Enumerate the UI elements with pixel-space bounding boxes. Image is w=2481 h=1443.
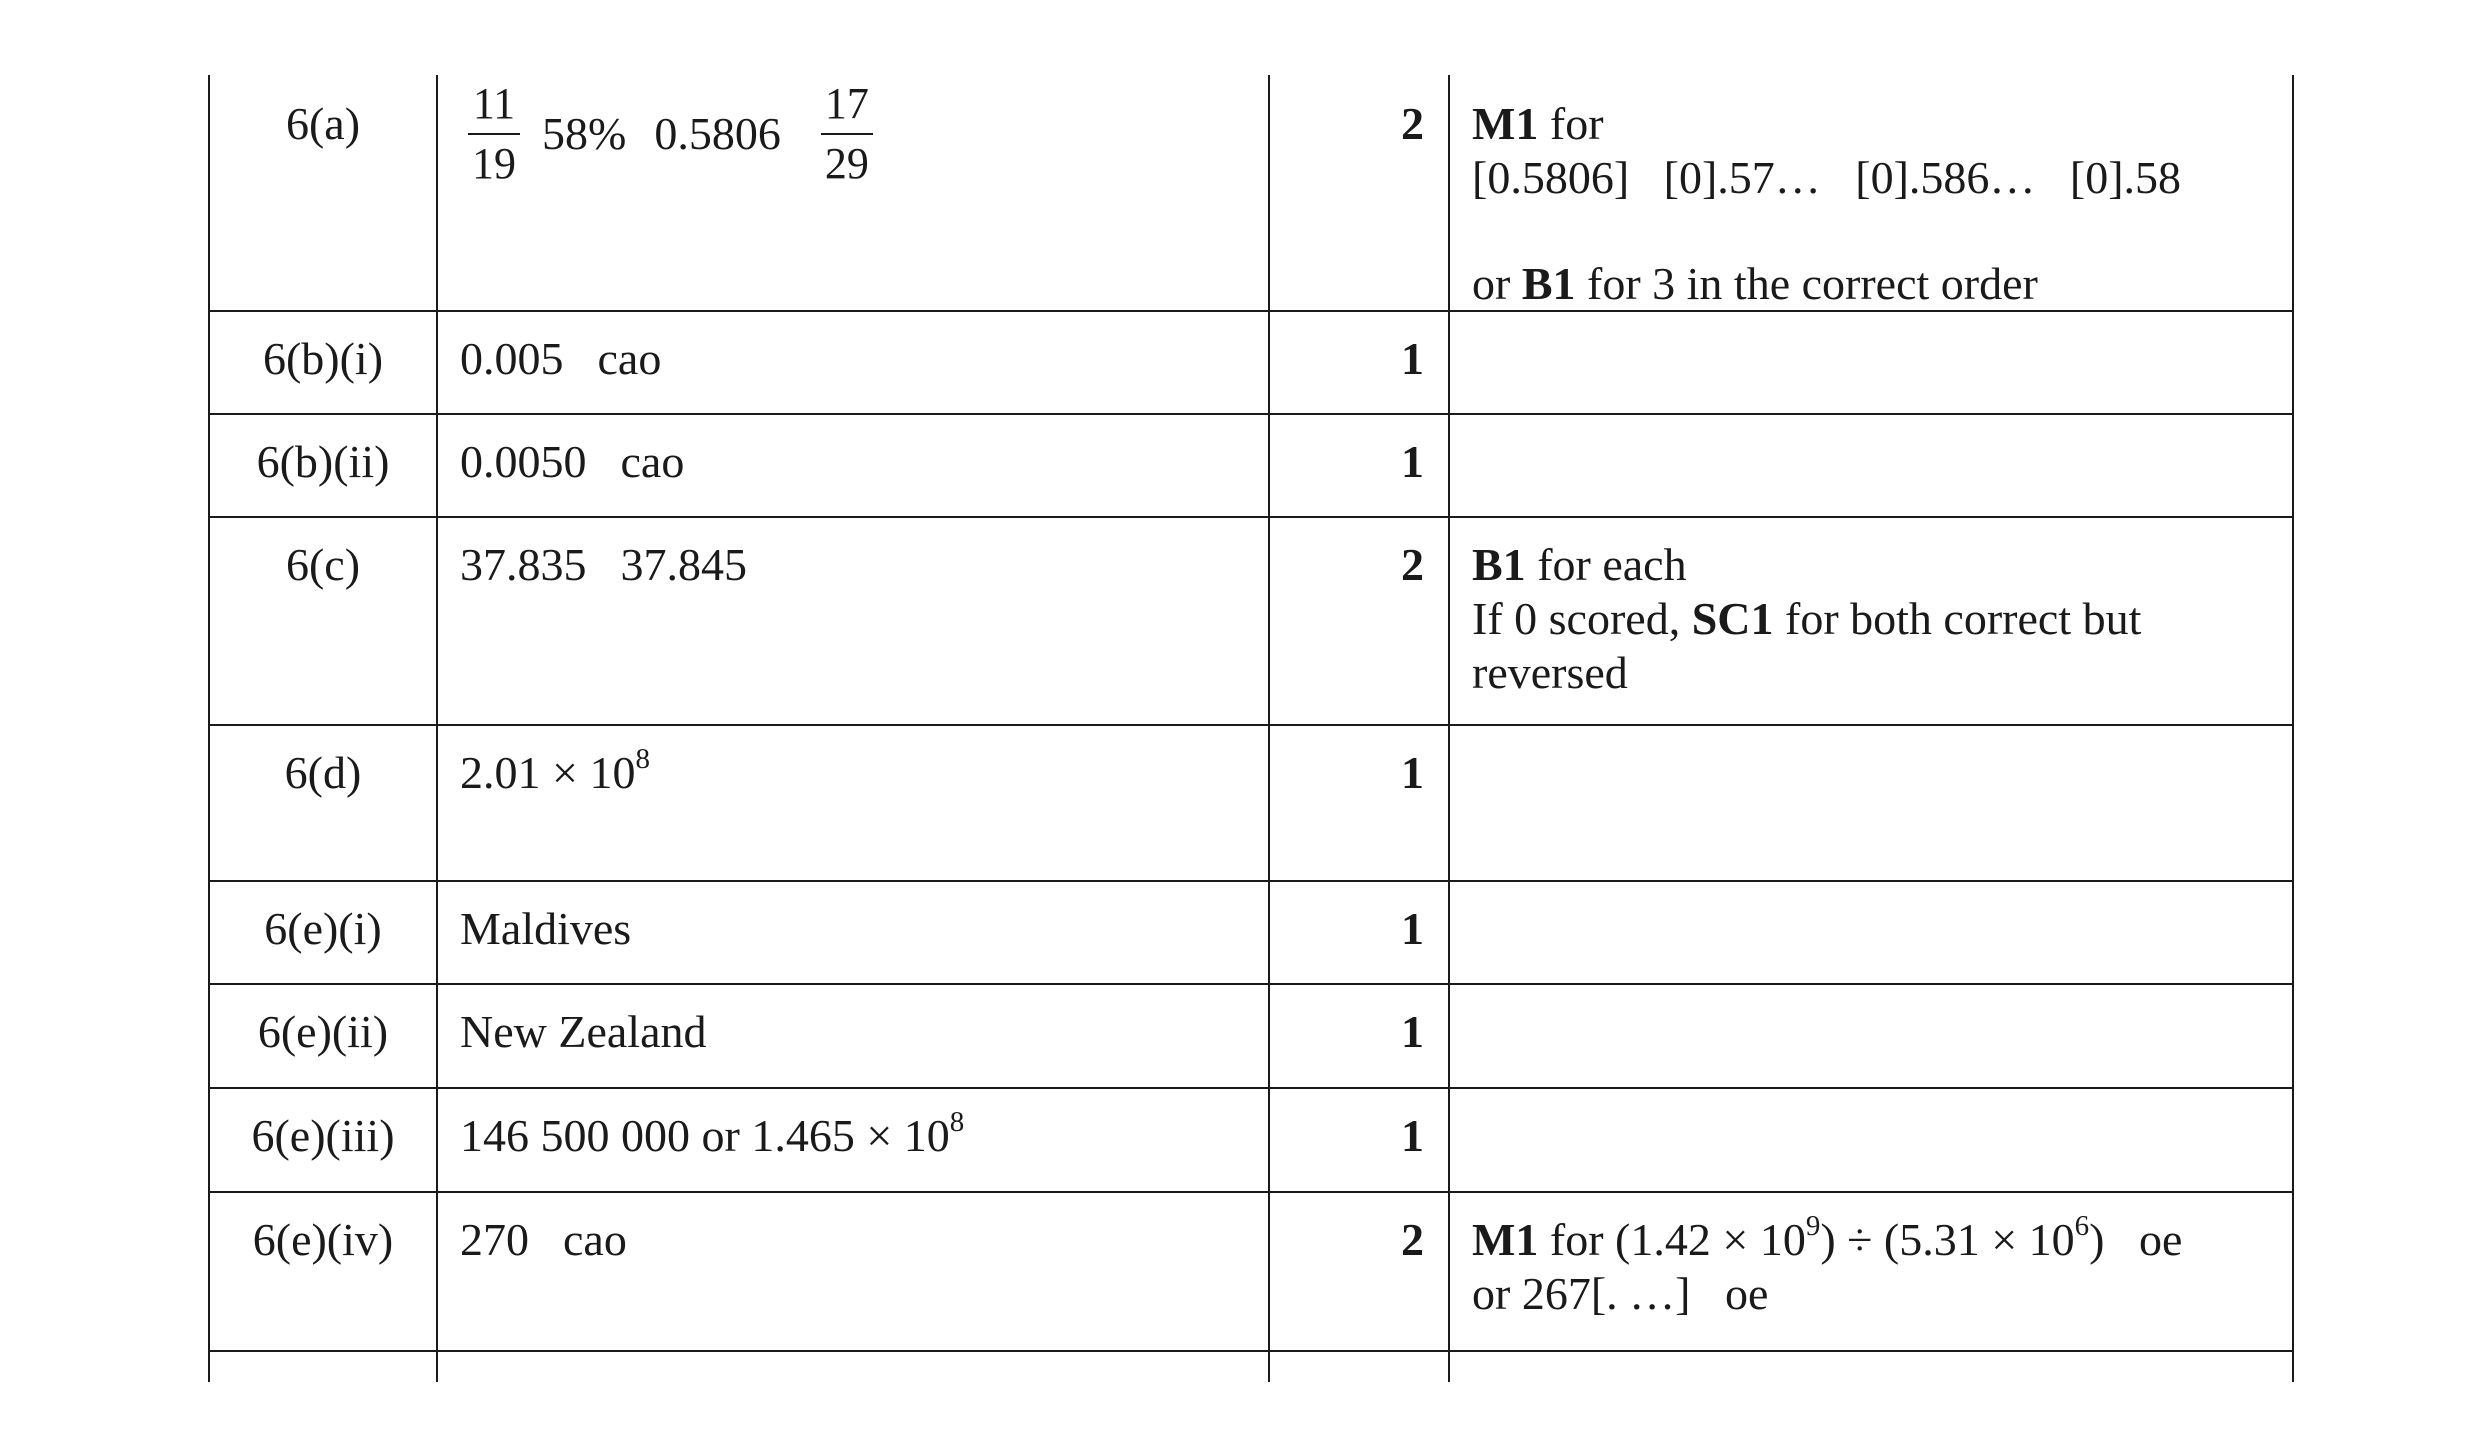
mark-code: M1 [1472,1214,1539,1265]
guidance-cell [1450,310,2292,332]
mark-code: B1 [1472,539,1526,590]
guidance-text: ) oe [2089,1214,2183,1265]
answer-value: 0.0050 [460,436,587,487]
answer-item: 58% [542,108,627,159]
marks: 1 [1401,747,1424,798]
table-border-right [2292,75,2294,1382]
question-number: 6(b)(i) [262,333,384,384]
fraction-bar [468,133,520,135]
marks: 1 [1401,1110,1424,1161]
guidance-cell [1450,1191,2292,1321]
guidance-cell [1450,413,2292,435]
exponent: 9 [1805,1209,1821,1242]
answer-cell [438,516,1268,592]
guidance-text: for both correct but [1773,593,2142,644]
guidance-cell [1450,724,2292,746]
answer-value: 37.845 [620,539,747,590]
answer-value: New Zealand [460,1006,707,1057]
guidance-text: for [1538,98,1604,149]
guidance-text: for (1.42 × 10 [1538,1214,1806,1265]
answer-cell [438,413,1268,489]
guidance-text: If 0 scored, [1472,593,1692,644]
marks: 1 [1401,436,1424,487]
guidance-text: or [1472,258,1522,309]
answer-cell [438,880,1268,956]
guidance-cell [1450,75,2292,311]
answer-value: 37.835 [460,539,587,590]
answer-cell [438,75,1268,189]
answer-cell [438,1087,1268,1163]
guidance-line: or 267[. …] oe [1472,1268,1769,1319]
mark-code: B1 [1521,258,1576,309]
answer-value: 146 500 000 or 1.465 × 10 [460,1110,950,1161]
exponent: 8 [949,1105,965,1138]
exponent: 6 [2074,1209,2090,1242]
marks: 2 [1401,1214,1424,1265]
answer-note: cao [563,1214,627,1265]
answer-value: 0.005 [460,333,564,384]
fraction-denominator: 29 [824,139,869,188]
guidance-line [1472,538,2292,592]
question-number: 6(e)(ii) [257,1006,389,1057]
fraction-denominator: 19 [472,139,516,188]
marks: 1 [1401,903,1424,954]
guidance-line: reversed [1472,647,1628,698]
fraction-eleven-nineteenths [468,79,520,189]
question-number: 6(a) [285,98,361,149]
guidance-cell [1450,516,2292,700]
exponent: 8 [635,742,650,775]
fraction-seventeen-twentyninths [821,79,873,189]
question-number: 6(e)(iii) [251,1110,395,1161]
guidance-text: ) ÷ (5.31 × 10 [1820,1214,2075,1265]
marks: 2 [1401,539,1424,590]
question-number: 6(e)(iv) [252,1214,394,1265]
answer-value: 270 [460,1214,529,1265]
marks: 1 [1401,1006,1424,1057]
answer-cell [438,724,1268,800]
fraction-bar [821,133,873,135]
guidance-line [1472,592,2292,646]
guidance-cell [1450,880,2292,902]
fraction-numerator: 17 [824,79,869,128]
guidance-line [1472,257,2292,311]
fraction-numerator: 11 [472,79,516,128]
question-number: 6(b)(ii) [256,436,390,487]
guidance-line: [0.5806] [0].57… [0].586… [0].58 [1472,152,2182,203]
mark-code: SC1 [1691,593,1774,644]
question-number: 6(d) [284,747,362,798]
guidance-cell [1450,983,2292,1005]
guidance-text: for each [1525,539,1687,590]
answer-cell [438,1191,1268,1267]
question-number: 6(c) [285,539,361,590]
ordering-answer [460,79,1268,189]
answer-item: 0.5806 [654,108,781,159]
mark-code: M1 [1472,98,1539,149]
marks: 1 [1401,333,1424,384]
row-divider [208,1350,2294,1352]
guidance-text: for 3 in the correct order [1575,258,2038,309]
answer-note: cao [597,333,662,384]
answer-value: Maldives [460,903,632,954]
guidance-line [1472,1209,2292,1267]
guidance-line [1472,97,2292,151]
marks: 2 [1401,98,1424,149]
spacer [1472,205,2292,257]
answer-cell [438,310,1268,386]
answer-value: 2.01 × 10 [460,747,636,798]
answer-note: cao [620,436,685,487]
answer-cell [438,983,1268,1059]
guidance-cell [1450,1087,2292,1109]
question-number: 6(e)(i) [264,903,382,954]
